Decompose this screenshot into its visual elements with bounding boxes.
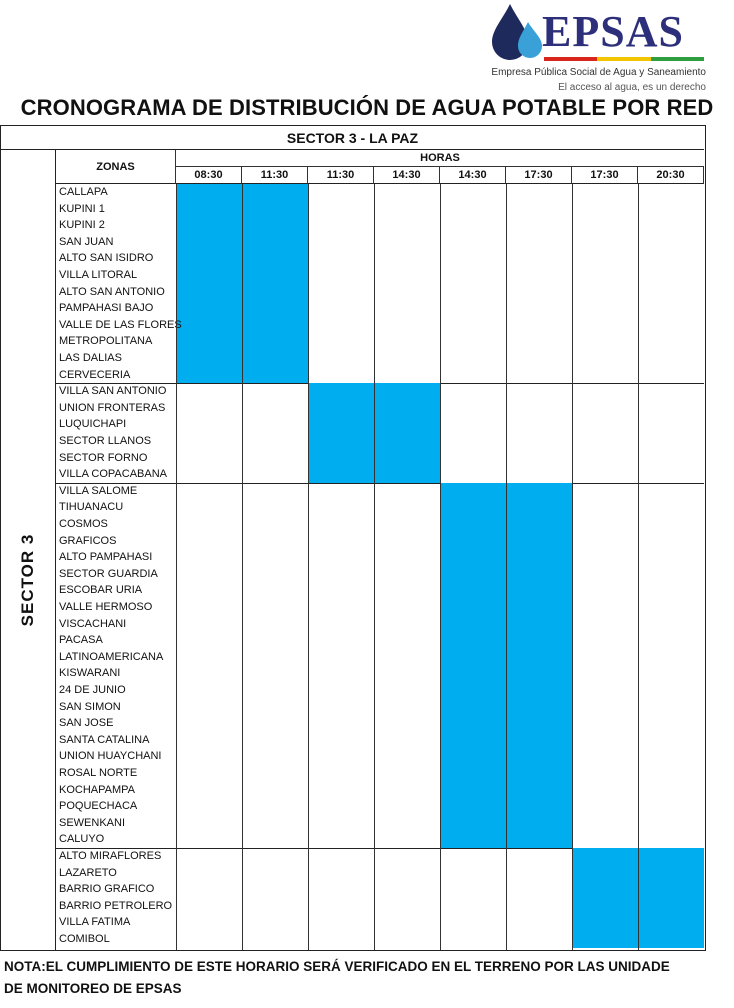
note-line-2: DE MONITOREO DE EPSAS [4,981,182,996]
time-header: 08:30 [176,167,242,184]
zone-name: VALLE DE LAS FLORES [59,318,182,331]
note-line-1: NOTA:EL CUMPLIMIENTO DE ESTE HORARIO SERÁ VERIFICADO EN EL TERRENO POR LAS UNIDADE [4,959,670,974]
time-header: 11:30 [242,167,308,184]
zone-name: LAS DALIAS [59,352,122,364]
zone-name: COMIBOL [59,933,110,945]
zone-name: SEWENKANI [59,816,126,829]
time-header: 17:30 [506,167,572,184]
sector-title: SECTOR 3 - LA PAZ [1,126,704,150]
zonas-header: ZONAS [56,150,176,184]
zone-name: ALTO PAMPAHASI [59,551,153,564]
zone-name: KUPINI 2 [59,219,105,232]
zone-name: VILLA SALOME [59,484,138,497]
zone-name: LATINOAMERICANA [59,650,164,663]
column-line [638,184,639,950]
zone-name: UNION FRONTERAS [59,401,166,414]
time-header: 11:30 [308,167,374,184]
group-separator [56,483,704,484]
zone-name: KOCHAPAMPA [59,783,135,796]
time-header: 14:30 [440,167,506,184]
column-line [176,184,177,950]
horas-header: HORAS [176,150,704,167]
zone-name: SAN JOSE [59,717,114,730]
logo-subtitle: Empresa Pública Social de Agua y Saneamiento [491,67,706,78]
sector-column [1,150,56,950]
zone-name: CALLAPA [59,186,108,198]
zone-name: CALUYO [59,833,105,846]
zone-name: SAN JUAN [59,235,114,248]
zone-name: ESCOBAR URIA [59,584,143,597]
zone-name: SECTOR FORNO [59,451,148,464]
logo-brand-text: EPSAS [542,7,684,56]
zone-name: SAN SIMON [59,700,121,713]
zone-name: VILLA LITORAL [59,269,138,281]
column-line [242,184,243,950]
zone-name: VISCACHANI [59,617,127,630]
sector-vertical-label: SECTOR 3 [18,533,37,627]
zone-name: ALTO SAN ISIDRO [59,252,154,265]
zone-name: ALTO MIRAFLORES [59,850,162,862]
zone-name: SECTOR LLANOS [59,435,152,447]
time-header: 14:30 [374,167,440,184]
zone-name: KUPINI 1 [59,202,105,215]
zone-name: LUQUICHAPI [59,418,127,431]
zone-name: KISWARANI [59,667,121,680]
zone-name: LAZARETO [59,866,117,879]
column-line [572,184,573,950]
column-line [506,184,507,950]
zone-name: COSMOS [59,518,108,530]
column-line [440,184,441,950]
zone-name: UNION HUAYCHANI [59,750,162,763]
time-header: 20:30 [638,167,704,184]
zone-name: 24 DE JUNIO [59,684,126,696]
zone-name: PAMPAHASI BAJO [59,302,154,315]
water-drop-icon [488,2,548,64]
zone-name: SANTA CATALINA [59,733,150,746]
zone-name: CERVECERIA [59,368,131,381]
logo-color-bar [544,57,704,61]
zone-name: TIHUANACU [59,501,124,514]
zone-name: GRAFICOS [59,534,117,547]
zone-name: BARRIO PETROLERO [59,899,173,912]
zone-name: POQUECHACA [59,800,138,813]
zone-name: VILLA COPACABANA [59,468,168,481]
zone-name: SECTOR GUARDIA [59,567,158,580]
column-line [308,184,309,950]
zone-name: ALTO SAN ANTONIO [59,285,165,298]
logo-tagline: El acceso al agua, es un derecho [558,82,706,93]
schedule-table [0,125,706,951]
zone-name: VILLA FATIMA [59,916,131,929]
time-header: 17:30 [572,167,638,184]
epsas-logo [484,2,714,94]
zone-name: ROSAL NORTE [59,767,138,779]
zone-name: METROPOLITANA [59,335,153,348]
page-title: CRONOGRAMA DE DISTRIBUCIÓN DE AGUA POTABLE POR RED [20,95,714,120]
footer-note [4,956,734,1000]
column-line [374,184,375,950]
zone-name: VILLA SAN ANTONIO [59,385,167,398]
zone-name: VALLE HERMOSO [59,601,153,613]
zone-name: BARRIO GRAFICO [59,883,155,896]
zone-name: PACASA [59,634,103,647]
